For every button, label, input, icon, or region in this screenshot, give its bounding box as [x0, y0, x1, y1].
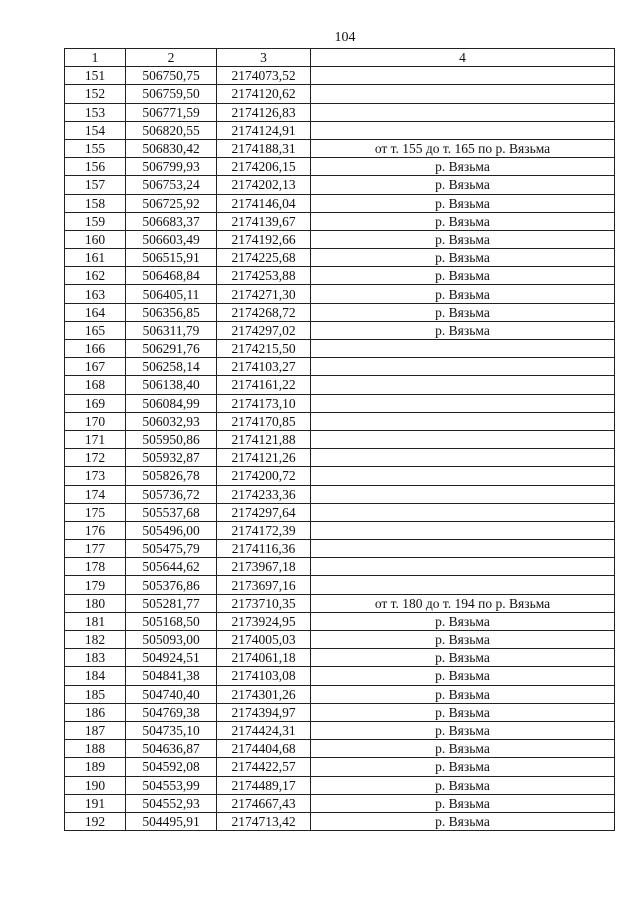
- description-cell: р. Вязьма: [311, 249, 615, 267]
- point-number-cell: 179: [65, 576, 126, 594]
- point-number-cell: 184: [65, 667, 126, 685]
- description-cell: р. Вязьма: [311, 740, 615, 758]
- table-row: [65, 794, 615, 812]
- table-row: [65, 485, 615, 503]
- table-row: [65, 631, 615, 649]
- table-row: [65, 776, 615, 794]
- y-coordinate-cell: 2174126,83: [217, 103, 311, 121]
- description-cell: [311, 67, 615, 85]
- table-row: [65, 812, 615, 830]
- point-number-cell: 180: [65, 594, 126, 612]
- y-coordinate-cell: 2174121,26: [217, 449, 311, 467]
- page-number: 104: [334, 30, 356, 45]
- table-row: [65, 649, 615, 667]
- y-coordinate-cell: 2174170,85: [217, 412, 311, 430]
- x-coordinate-cell: 505093,00: [126, 631, 217, 649]
- description-cell: р. Вязьма: [311, 212, 615, 230]
- point-number-cell: 171: [65, 430, 126, 448]
- y-coordinate-cell: 2174200,72: [217, 467, 311, 485]
- y-coordinate-cell: 2174713,42: [217, 812, 311, 830]
- point-number-cell: 165: [65, 321, 126, 339]
- x-coordinate-cell: 506750,75: [126, 67, 217, 85]
- x-coordinate-cell: 506032,93: [126, 412, 217, 430]
- x-coordinate-cell: 504553,99: [126, 776, 217, 794]
- y-coordinate-cell: 2174061,18: [217, 649, 311, 667]
- y-coordinate-cell: 2174301,26: [217, 685, 311, 703]
- description-cell: р. Вязьма: [311, 176, 615, 194]
- description-cell: от т. 155 до т. 165 по р. Вязьма: [311, 139, 615, 157]
- description-cell: [311, 430, 615, 448]
- description-cell: [311, 340, 615, 358]
- y-coordinate-cell: 2174404,68: [217, 740, 311, 758]
- y-coordinate-cell: 2174489,17: [217, 776, 311, 794]
- x-coordinate-cell: 506356,85: [126, 303, 217, 321]
- description-cell: р. Вязьма: [311, 758, 615, 776]
- point-number-cell: 153: [65, 103, 126, 121]
- x-coordinate-cell: 506603,49: [126, 230, 217, 248]
- description-cell: [311, 503, 615, 521]
- y-coordinate-cell: 2174297,64: [217, 503, 311, 521]
- table-row: [65, 249, 615, 267]
- table-row: [65, 376, 615, 394]
- table-row: [65, 139, 615, 157]
- point-number-cell: 160: [65, 230, 126, 248]
- y-coordinate-cell: 2174103,27: [217, 358, 311, 376]
- x-coordinate-cell: 506759,50: [126, 85, 217, 103]
- description-cell: р. Вязьма: [311, 321, 615, 339]
- y-coordinate-cell: 2174206,15: [217, 158, 311, 176]
- x-coordinate-cell: 506405,11: [126, 285, 217, 303]
- description-cell: [311, 376, 615, 394]
- y-coordinate-cell: 2174139,67: [217, 212, 311, 230]
- x-coordinate-cell: 506138,40: [126, 376, 217, 394]
- description-cell: [311, 121, 615, 139]
- x-coordinate-cell: 506830,42: [126, 139, 217, 157]
- description-cell: от т. 180 до т. 194 по р. Вязьма: [311, 594, 615, 612]
- y-coordinate-cell: 2174073,52: [217, 67, 311, 85]
- y-coordinate-cell: 2174233,36: [217, 485, 311, 503]
- description-cell: р. Вязьма: [311, 703, 615, 721]
- point-number-cell: 155: [65, 139, 126, 157]
- point-number-cell: 191: [65, 794, 126, 812]
- point-number-cell: 177: [65, 540, 126, 558]
- description-cell: р. Вязьма: [311, 158, 615, 176]
- description-cell: [311, 394, 615, 412]
- table-row: [65, 740, 615, 758]
- description-cell: р. Вязьма: [311, 721, 615, 739]
- point-number-cell: 190: [65, 776, 126, 794]
- table-row: [65, 540, 615, 558]
- table-row: [65, 340, 615, 358]
- table-row: [65, 521, 615, 539]
- column-header-point-number: 1: [65, 49, 126, 67]
- x-coordinate-cell: 505168,50: [126, 612, 217, 630]
- description-cell: [311, 85, 615, 103]
- description-cell: р. Вязьма: [311, 794, 615, 812]
- description-cell: [311, 467, 615, 485]
- x-coordinate-cell: 506291,76: [126, 340, 217, 358]
- x-coordinate-cell: 504769,38: [126, 703, 217, 721]
- table-row: [65, 212, 615, 230]
- point-number-cell: 156: [65, 158, 126, 176]
- x-coordinate-cell: 505496,00: [126, 521, 217, 539]
- x-coordinate-cell: 505376,86: [126, 576, 217, 594]
- x-coordinate-cell: 506771,59: [126, 103, 217, 121]
- y-coordinate-cell: 2174124,91: [217, 121, 311, 139]
- y-coordinate-cell: 2174268,72: [217, 303, 311, 321]
- point-number-cell: 176: [65, 521, 126, 539]
- description-cell: р. Вязьма: [311, 285, 615, 303]
- point-number-cell: 173: [65, 467, 126, 485]
- y-coordinate-cell: 2174005,03: [217, 631, 311, 649]
- table-row: [65, 667, 615, 685]
- table-row: [65, 685, 615, 703]
- y-coordinate-cell: 2174253,88: [217, 267, 311, 285]
- y-coordinate-cell: 2174173,10: [217, 394, 311, 412]
- point-number-cell: 168: [65, 376, 126, 394]
- x-coordinate-cell: 505736,72: [126, 485, 217, 503]
- description-cell: р. Вязьма: [311, 303, 615, 321]
- y-coordinate-cell: 2174225,68: [217, 249, 311, 267]
- description-cell: [311, 358, 615, 376]
- y-coordinate-cell: 2173924,95: [217, 612, 311, 630]
- y-coordinate-cell: 2174424,31: [217, 721, 311, 739]
- table-row: [65, 176, 615, 194]
- y-coordinate-cell: 2174202,13: [217, 176, 311, 194]
- x-coordinate-cell: 505644,62: [126, 558, 217, 576]
- x-coordinate-cell: 506258,14: [126, 358, 217, 376]
- y-coordinate-cell: 2174394,97: [217, 703, 311, 721]
- x-coordinate-cell: 506820,55: [126, 121, 217, 139]
- point-number-cell: 163: [65, 285, 126, 303]
- y-coordinate-cell: 2174121,88: [217, 430, 311, 448]
- point-number-cell: 169: [65, 394, 126, 412]
- y-coordinate-cell: 2174172,39: [217, 521, 311, 539]
- x-coordinate-cell: 506799,93: [126, 158, 217, 176]
- x-coordinate-cell: 504841,38: [126, 667, 217, 685]
- table-row: [65, 594, 615, 612]
- table-row: [65, 430, 615, 448]
- point-number-cell: 192: [65, 812, 126, 830]
- point-number-cell: 186: [65, 703, 126, 721]
- y-coordinate-cell: 2173710,35: [217, 594, 311, 612]
- table-row: [65, 121, 615, 139]
- description-cell: р. Вязьма: [311, 649, 615, 667]
- description-cell: [311, 449, 615, 467]
- x-coordinate-cell: 505932,87: [126, 449, 217, 467]
- x-coordinate-cell: 505475,79: [126, 540, 217, 558]
- description-cell: р. Вязьма: [311, 667, 615, 685]
- point-number-cell: 185: [65, 685, 126, 703]
- y-coordinate-cell: 2174116,36: [217, 540, 311, 558]
- x-coordinate-cell: 504740,40: [126, 685, 217, 703]
- x-coordinate-cell: 505537,68: [126, 503, 217, 521]
- point-number-cell: 154: [65, 121, 126, 139]
- header-row: [65, 49, 615, 67]
- y-coordinate-cell: 2174297,02: [217, 321, 311, 339]
- description-cell: р. Вязьма: [311, 194, 615, 212]
- point-number-cell: 167: [65, 358, 126, 376]
- y-coordinate-cell: 2174271,30: [217, 285, 311, 303]
- point-number-cell: 157: [65, 176, 126, 194]
- description-cell: [311, 103, 615, 121]
- x-coordinate-cell: 504592,08: [126, 758, 217, 776]
- point-number-cell: 189: [65, 758, 126, 776]
- point-number-cell: 183: [65, 649, 126, 667]
- x-coordinate-cell: 506753,24: [126, 176, 217, 194]
- y-coordinate-cell: 2174103,08: [217, 667, 311, 685]
- y-coordinate-cell: 2174188,31: [217, 139, 311, 157]
- coordinates-table: [64, 48, 615, 831]
- table-row: [65, 85, 615, 103]
- x-coordinate-cell: 506468,84: [126, 267, 217, 285]
- point-number-cell: 166: [65, 340, 126, 358]
- table-row: [65, 576, 615, 594]
- point-number-cell: 170: [65, 412, 126, 430]
- x-coordinate-cell: 506725,92: [126, 194, 217, 212]
- table-row: [65, 758, 615, 776]
- table-row: [65, 358, 615, 376]
- y-coordinate-cell: 2173697,16: [217, 576, 311, 594]
- x-coordinate-cell: 505281,77: [126, 594, 217, 612]
- point-number-cell: 181: [65, 612, 126, 630]
- point-number-cell: 174: [65, 485, 126, 503]
- table-row: [65, 267, 615, 285]
- x-coordinate-cell: 506311,79: [126, 321, 217, 339]
- table-row: [65, 703, 615, 721]
- description-cell: [311, 521, 615, 539]
- point-number-cell: 188: [65, 740, 126, 758]
- table-row: [65, 612, 615, 630]
- description-cell: р. Вязьма: [311, 267, 615, 285]
- table-row: [65, 394, 615, 412]
- table-row: [65, 158, 615, 176]
- description-cell: р. Вязьма: [311, 685, 615, 703]
- point-number-cell: 182: [65, 631, 126, 649]
- x-coordinate-cell: 506515,91: [126, 249, 217, 267]
- table-row: [65, 503, 615, 521]
- table-row: [65, 412, 615, 430]
- x-coordinate-cell: 504552,93: [126, 794, 217, 812]
- point-number-cell: 187: [65, 721, 126, 739]
- table-row: [65, 558, 615, 576]
- table-row: [65, 103, 615, 121]
- x-coordinate-cell: 504495,91: [126, 812, 217, 830]
- description-cell: р. Вязьма: [311, 631, 615, 649]
- y-coordinate-cell: 2174215,50: [217, 340, 311, 358]
- column-header-description: 4: [311, 49, 615, 67]
- description-cell: р. Вязьма: [311, 230, 615, 248]
- point-number-cell: 172: [65, 449, 126, 467]
- point-number-cell: 175: [65, 503, 126, 521]
- description-cell: р. Вязьма: [311, 776, 615, 794]
- table-row: [65, 303, 615, 321]
- x-coordinate-cell: 504924,51: [126, 649, 217, 667]
- description-cell: [311, 485, 615, 503]
- y-coordinate-cell: 2174422,57: [217, 758, 311, 776]
- x-coordinate-cell: 505950,86: [126, 430, 217, 448]
- description-cell: р. Вязьма: [311, 812, 615, 830]
- description-cell: [311, 412, 615, 430]
- table-row: [65, 721, 615, 739]
- y-coordinate-cell: 2174146,04: [217, 194, 311, 212]
- point-number-cell: 158: [65, 194, 126, 212]
- x-coordinate-cell: 506084,99: [126, 394, 217, 412]
- point-number-cell: 178: [65, 558, 126, 576]
- table-body: [65, 67, 615, 831]
- table-row: [65, 467, 615, 485]
- x-coordinate-cell: 504636,87: [126, 740, 217, 758]
- y-coordinate-cell: 2174161,22: [217, 376, 311, 394]
- table-row: [65, 285, 615, 303]
- point-number-cell: 152: [65, 85, 126, 103]
- description-cell: [311, 540, 615, 558]
- y-coordinate-cell: 2174120,62: [217, 85, 311, 103]
- point-number-cell: 151: [65, 67, 126, 85]
- table-row: [65, 230, 615, 248]
- description-cell: [311, 576, 615, 594]
- x-coordinate-cell: 506683,37: [126, 212, 217, 230]
- point-number-cell: 164: [65, 303, 126, 321]
- table-row: [65, 321, 615, 339]
- point-number-cell: 159: [65, 212, 126, 230]
- x-coordinate-cell: 504735,10: [126, 721, 217, 739]
- table-row: [65, 449, 615, 467]
- column-header-y: 3: [217, 49, 311, 67]
- y-coordinate-cell: 2173967,18: [217, 558, 311, 576]
- column-header-x: 2: [126, 49, 217, 67]
- description-cell: р. Вязьма: [311, 612, 615, 630]
- point-number-cell: 161: [65, 249, 126, 267]
- y-coordinate-cell: 2174667,43: [217, 794, 311, 812]
- table-row: [65, 67, 615, 85]
- y-coordinate-cell: 2174192,66: [217, 230, 311, 248]
- x-coordinate-cell: 505826,78: [126, 467, 217, 485]
- description-cell: [311, 558, 615, 576]
- table-header: [65, 49, 615, 67]
- table-row: [65, 194, 615, 212]
- point-number-cell: 162: [65, 267, 126, 285]
